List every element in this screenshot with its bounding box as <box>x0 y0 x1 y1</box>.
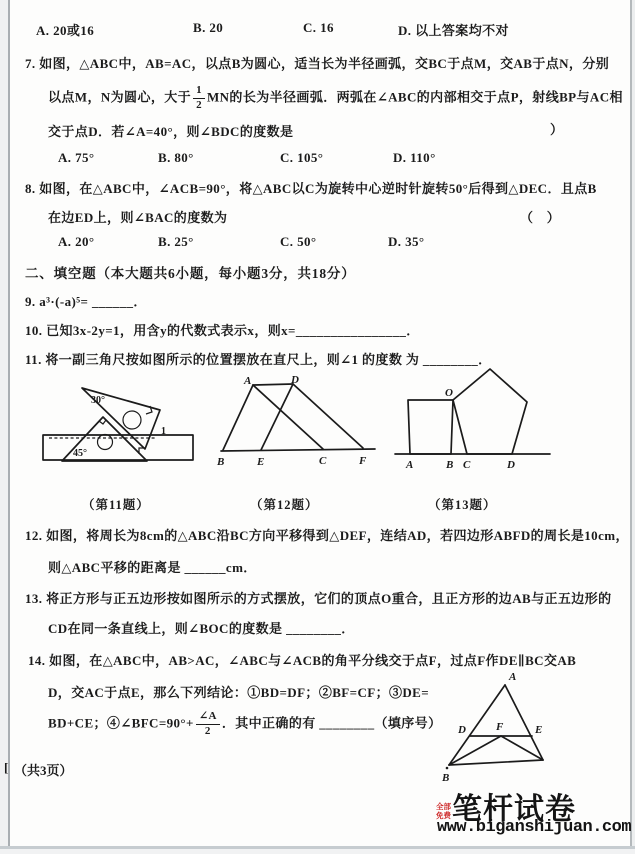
question8-line2: 在边ED上，则∠BAC的度数为 <box>48 210 228 225</box>
vertex-label-F: F <box>359 455 367 467</box>
vertex-label-E: E <box>257 456 265 468</box>
vertex-label-C: C <box>319 455 327 467</box>
question12-line1: 12. 如图，将周长为8cm的△ABC沿BC方向平移得到△DEF，连结AD，若四边形ABFD的周长是10cm， <box>25 528 629 543</box>
vertex-label-B: B <box>217 456 225 468</box>
question8-line1: 8. 如图，在△ABC中，∠ACB=90°，将△ABC以C为旋转中心逆时针旋转50°后得到△DEC．且点B <box>25 181 597 196</box>
figure12-caption: （第12题） <box>250 498 319 512</box>
question7-answer-bracket: ） <box>550 122 564 137</box>
vertex-label-B: B <box>446 459 454 471</box>
question8-answer-bracket: （ ） <box>520 210 561 225</box>
figure-question11-set-squares <box>35 372 205 478</box>
question14-line3-post: ．其中正确的有 ________（填序号） <box>221 715 442 731</box>
segment-DF <box>293 384 363 448</box>
vertex-label-E: E <box>535 724 543 736</box>
watermark-brand: 笔杆试卷 <box>452 793 576 826</box>
option-d: D. 35° <box>388 234 425 249</box>
scan-edge-bottom-margin <box>0 849 635 854</box>
question13-line2: CD在同一条直线上，则∠BOC的度数是 ________． <box>48 621 355 636</box>
angle-30-label: 30° <box>91 395 105 406</box>
question12-line2: 则△ABC平移的距离是 ______cm． <box>48 560 257 575</box>
footer-bracket-mark: [ <box>4 760 9 775</box>
fraction-numerator: 1 <box>193 85 205 99</box>
figure-question13-square-pentagon <box>385 362 563 474</box>
fraction-one-half <box>193 85 205 111</box>
question11: 11. 将一副三角尺按如图所示的位置摆放在直尺上，则∠1 的度数 为 ________． <box>25 352 492 367</box>
vertex-label-D: D <box>291 374 299 386</box>
section2-title: 二、填空题（本大题共6小题，每小题3分，共18分） <box>25 266 356 281</box>
option-a: A. 20或16 <box>36 23 95 38</box>
vertex-label-A: A <box>509 671 517 683</box>
scan-edge-left-margin <box>0 0 8 854</box>
page-count: （共3页） <box>14 763 73 778</box>
vertex-label-A: A <box>244 375 252 387</box>
question7-line2-post: MN的长为半径画弧．两弧在∠ABC的内部相交于点P，射线BP与AC相 <box>206 89 623 105</box>
option-d: D. 以上答案均不对 <box>398 23 509 38</box>
segment-BF <box>449 736 501 765</box>
fraction-numerator: ∠A <box>196 711 220 725</box>
angle-45-label: 45° <box>73 448 87 459</box>
option-c: C. 50° <box>280 234 317 249</box>
pentagon-outline <box>453 369 527 454</box>
triangle-45-hole <box>98 435 113 450</box>
segment-BC <box>449 760 543 765</box>
segment-AD <box>253 384 293 385</box>
vertex-label-B: B <box>442 772 450 784</box>
question14-line2: D，交AC于点E，那么下列结论：①BD=DF；②BF=CF；③DE= <box>48 685 430 700</box>
question7-line2-pre: 以点M，N为圆心，大于 <box>48 89 192 105</box>
option-c: C. 105° <box>280 150 324 165</box>
fraction-denominator: 2 <box>204 724 211 737</box>
fraction-angle-a-half <box>196 711 220 737</box>
option-b: B. 20 <box>193 20 224 35</box>
fraction-denominator: 2 <box>196 98 202 111</box>
scan-edge-left-line <box>8 0 10 854</box>
watermark-url: www.biganshijuan.com <box>437 818 632 837</box>
vertex-label-D: D <box>458 724 466 736</box>
vertex-label-O: O <box>445 387 453 399</box>
base-line <box>221 449 375 451</box>
figure11-caption: （第11题） <box>82 498 150 512</box>
figure13-caption: （第13题） <box>428 498 497 512</box>
question14-line1: 14. 如图，在△ABC中，AB>AC，∠ABC与∠ACB的角平分线交于点F，过点F作DE∥BC交AB <box>28 653 577 668</box>
question14-line3-pre: BD+CE；④∠BFC=90°+ <box>48 715 194 731</box>
option-b: B. 80° <box>158 150 194 165</box>
vertex-label-C: C <box>463 459 471 471</box>
option-a: A. 20° <box>58 234 95 249</box>
question7-line1: 7. 如图，△ABC中，AB=AC，以点B为圆心，适当长为半径画弧，交BC于点M，交AB于点N，分别 <box>25 56 610 71</box>
square-outline <box>408 400 453 454</box>
vertex-label-A: A <box>406 459 414 471</box>
angle-1-label: 1 <box>161 426 166 437</box>
figure-question12-translated-triangles <box>213 373 381 468</box>
option-a: A. 75° <box>58 150 95 165</box>
vertex-label-F: F <box>496 721 504 733</box>
question10: 10. 已知3x-2y=1，用含y的代数式表示x，则x=________________． <box>25 323 420 338</box>
point-mark-B <box>446 767 449 770</box>
option-b: B. 25° <box>158 234 194 249</box>
option-d: D. 110° <box>393 150 436 165</box>
vertex-label-D: D <box>507 459 515 471</box>
option-c: C. 16 <box>303 20 334 35</box>
figure-question14-triangle <box>425 665 560 787</box>
question9: 9. a³·(-a)⁵= ______． <box>25 294 147 309</box>
question7-line2 <box>48 85 623 111</box>
question7-line3: 交于点D．若∠A=40°，则∠BDC的度数是 <box>48 124 294 139</box>
question14-line3 <box>48 711 441 737</box>
watermark-free-label: 全部免费 <box>436 802 451 820</box>
triangle-30-hole <box>123 411 141 429</box>
question13-line1: 13. 将正方形与正五边形按如图所示的方式摆放，它们的顶点O重合，且正方形的边AB与正五边形的 <box>25 591 612 606</box>
segment-AB <box>223 385 253 450</box>
